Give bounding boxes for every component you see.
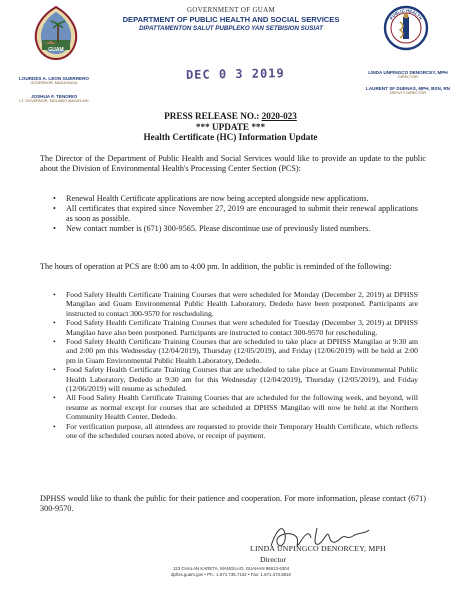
list-item: • Food Safety Health Certificate Training Courses that are scheduled to take place at Guam Environmental Public Health Laboratory, Dededo at 9:30 am for this Wednesday (12/04/2019), Thursday (12/05/2019), and Friday (12/06/2019) will resume as scheduled.: [48, 365, 418, 393]
lt-governor-block: [6, 94, 102, 103]
letterhead: [120, 6, 342, 32]
press-release-number-line: [40, 111, 421, 122]
list-item: • Food Safety Health Certificate Training Courses that are scheduled to take place at DPHSS Mangilao at 9:30 am and 2:00 pm this Wednesday (12/04/2019), Thursday (12/05/2019), and Friday (12/06/2019) will be held at 2:00 pm in Guam Environmental Public Health Laboratory, Dededo.: [48, 337, 418, 365]
deputy-director-block: [358, 86, 458, 95]
list-item: • All Food Safety Health Certificate Training Courses that are scheduled for the following week, and beyond, will resume as normal except for courses that are scheduled at DPHSS Mangilao will now be held at the Northern Community Health Center, Dededo.: [48, 393, 418, 421]
list-item: • For verification purpose, all attendees are requested to provide their Temporary Health Certificate, which reflects one of the scheduled courses noted above, or receipt of payment.: [48, 422, 418, 441]
lt-governor-name: JOSHUA F. TENORIO: [30, 94, 78, 99]
closing-text: DPHSS would like to thank the public for their patience and cooperation. For more information, please contact (671) 300-9570.: [40, 494, 426, 514]
footer-address: 123 CHALAN KARETA, MANGILAO, GUAHAN 96913-6304: [172, 566, 290, 571]
government-title: GOVERNMENT OF GUAM: [186, 6, 276, 14]
hours-text: The hours of operation at PCS are 8:00 am to 4:00 pm. In addition, the public is reminded of the following:: [40, 262, 392, 271]
list-item: • New contact number is (671) 300-9565. Please discontinue use of previously listed numbers.: [48, 224, 418, 234]
department-name-chamorro: DIPATTAMENTON SALUT PUBPLEKO YAN SETBISION SUSIAT: [139, 25, 323, 32]
deputy-director-name: LAURENT SF DUENAS, MPH, BSN, RN: [366, 86, 450, 91]
received-date-stamp: DEC 0 3 2019: [185, 66, 285, 82]
guam-seal-logo: [28, 4, 84, 62]
director-name: LINDA UNPINGCO DENORCEY, MPH: [368, 70, 448, 75]
svg-text:PUBLIC HEALTH: PUBLIC HEALTH: [388, 7, 424, 21]
closing-paragraph: [40, 494, 426, 514]
course-bullet-list: [48, 290, 418, 441]
pcs-bullet-list: [48, 194, 418, 234]
lt-governor-title: LT. GOVERNOR, SIGUNDO MAGA'LAHI: [19, 99, 89, 103]
signatory-name: LINDA UNPINGCO DENORCEY, MPH: [250, 544, 386, 553]
letterhead-footer: [120, 566, 342, 578]
governor-block: [6, 76, 102, 85]
list-item: • All certificates that expired since November 27, 2019 are encouraged to submit their renewal applications as soon as possible.: [48, 204, 418, 224]
director-title: DIRECTOR: [398, 75, 418, 79]
list-item: • Renewal Health Certificate applications are now being accepted alongside new applications.: [48, 194, 418, 204]
footer-contact: dphss.guam.gov • Ph.: 1.671.735.7102 • Fax: 1.671.473.5910: [170, 572, 291, 577]
update-marker: *** UPDATE ***: [195, 121, 266, 132]
press-release-subject: Health Certificate (HC) Information Update: [143, 132, 318, 143]
list-item: • Food Safety Health Certificate Training Courses that were scheduled for Tuesday (December 3, 2019) at DPHSS Mangilao have also been postponed. Participants are instructed to contact 300-9570 for rescheduling.: [48, 318, 418, 337]
deputy-director-title: DEPUTY DIRECTOR: [389, 91, 427, 95]
governor-title: GOVERNOR, MAGA'HAGA: [30, 81, 78, 85]
press-release-heading: [40, 111, 421, 143]
hours-paragraph: [40, 262, 426, 272]
press-release-number: 2020-023: [261, 111, 297, 121]
svg-text:GUAM: GUAM: [48, 47, 64, 53]
list-item: • Food Safety Health Certificate Training Courses that were scheduled for Monday (December 2, 2019) at DPHSS Mangilao and Guam Environmental Public Health Laboratory, Dededo have been postponed. Participants are instructed to contact 300-9570 for rescheduling.: [48, 290, 418, 318]
director-block: [358, 70, 458, 79]
governor-name: LOURDES A. LEON GUERRERO: [18, 76, 90, 81]
intro-paragraph: [40, 154, 426, 174]
signatory-title: Director: [260, 555, 286, 564]
intro-text: The Director of the Department of Public Health and Social Services would like to provide an update to the public about the Division of Environmental Health's Processing Center Section (PCS):: [40, 154, 426, 174]
dphss-seal-logo: [382, 4, 430, 62]
department-name: DEPARTMENT OF PUBLIC HEALTH AND SOCIAL SERVICES: [122, 15, 340, 24]
press-release-label: PRESS RELEASE NO.:: [164, 111, 260, 121]
